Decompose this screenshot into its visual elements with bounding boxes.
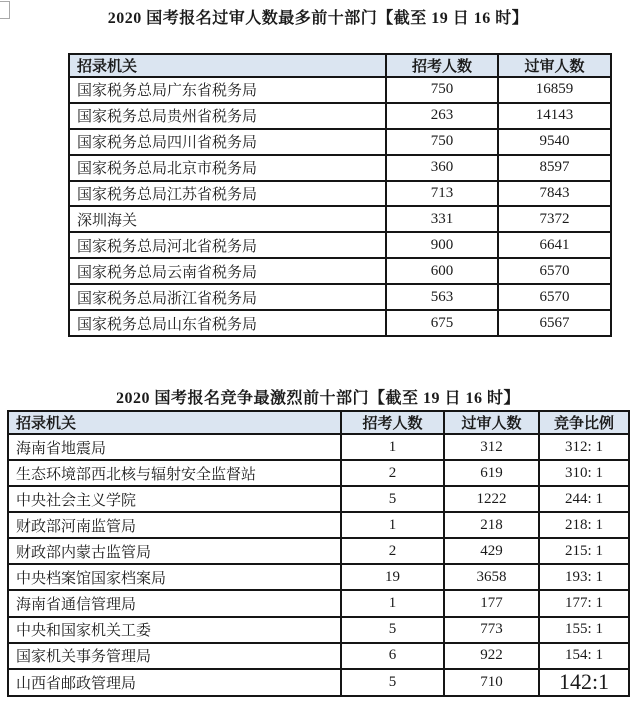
most-competitive-table — [7, 410, 630, 697]
table-row — [8, 669, 629, 696]
value-cell: 193: 1 — [539, 564, 629, 590]
value-cell: 16859 — [498, 77, 611, 103]
value-cell: 312 — [444, 434, 539, 460]
value-cell: 14143 — [498, 103, 611, 129]
value-cell: 155: 1 — [539, 617, 629, 643]
value-cell: 922 — [444, 643, 539, 669]
table-row — [69, 310, 611, 336]
value-cell: 3658 — [444, 564, 539, 590]
column-header: 招考人数 — [386, 54, 498, 77]
value-cell: 5 — [341, 617, 444, 643]
value-cell: 6641 — [498, 232, 611, 258]
value-cell: 215: 1 — [539, 538, 629, 564]
value-cell: 6567 — [498, 310, 611, 336]
value-cell: 1 — [341, 434, 444, 460]
value-cell: 263 — [386, 103, 498, 129]
table-row — [8, 617, 629, 643]
agency-name-cell: 海南省通信管理局 — [8, 590, 341, 616]
value-cell: 177 — [444, 590, 539, 616]
table-row — [69, 284, 611, 310]
value-cell: 218 — [444, 512, 539, 538]
value-cell: 713 — [386, 181, 498, 207]
column-header: 过审人数 — [444, 411, 539, 434]
agency-name-cell: 国家机关事务管理局 — [8, 643, 341, 669]
value-cell: 900 — [386, 232, 498, 258]
value-cell: 177: 1 — [539, 590, 629, 616]
agency-name-cell: 国家税务总局北京市税务局 — [69, 155, 386, 181]
top-approved-table — [68, 53, 612, 337]
agency-name-cell: 中央社会主义学院 — [8, 486, 341, 512]
table-row — [69, 155, 611, 181]
header-row — [8, 411, 629, 434]
value-cell: 6570 — [498, 284, 611, 310]
value-cell: 360 — [386, 155, 498, 181]
table1-title: 2020 国考报名过审人数最多前十部门【截至 19 日 16 时】 — [107, 10, 529, 27]
agency-name-cell: 海南省地震局 — [8, 434, 341, 460]
value-cell: 5 — [341, 486, 444, 512]
column-header: 招录机关 — [69, 54, 386, 77]
agency-name-cell: 生态环境部西北核与辐射安全监督站 — [8, 460, 341, 486]
agency-name-cell: 国家税务总局浙江省税务局 — [69, 284, 386, 310]
agency-name-cell: 财政部河南监管局 — [8, 512, 341, 538]
agency-name-cell: 国家税务总局河北省税务局 — [69, 232, 386, 258]
agency-name-cell: 国家税务总局贵州省税务局 — [69, 103, 386, 129]
table-row — [8, 564, 629, 590]
table-row — [69, 181, 611, 207]
agency-name-cell: 国家税务总局山东省税务局 — [69, 310, 386, 336]
value-cell: 675 — [386, 310, 498, 336]
table-row — [8, 538, 629, 564]
agency-name-cell: 国家税务总局四川省税务局 — [69, 129, 386, 155]
value-cell: 600 — [386, 258, 498, 284]
table-row — [8, 460, 629, 486]
agency-name-cell: 国家税务总局江苏省税务局 — [69, 181, 386, 207]
agency-name-cell: 山西省邮政管理局 — [8, 669, 341, 696]
value-cell: 429 — [444, 538, 539, 564]
value-cell: 710 — [444, 669, 539, 696]
value-cell: 1 — [341, 590, 444, 616]
table-row — [8, 590, 629, 616]
table-row — [69, 258, 611, 284]
column-header: 招考人数 — [341, 411, 444, 434]
table-row — [69, 103, 611, 129]
value-cell: 310: 1 — [539, 460, 629, 486]
value-cell: 750 — [386, 129, 498, 155]
value-cell: 5 — [341, 669, 444, 696]
value-cell: 7372 — [498, 206, 611, 232]
value-cell: 750 — [386, 77, 498, 103]
value-cell: 218: 1 — [539, 512, 629, 538]
value-cell: 6570 — [498, 258, 611, 284]
table-row — [8, 643, 629, 669]
value-cell: 2 — [341, 460, 444, 486]
value-cell: 6 — [341, 643, 444, 669]
value-cell: 244: 1 — [539, 486, 629, 512]
agency-name-cell: 国家税务总局云南省税务局 — [69, 258, 386, 284]
agency-name-cell: 中央档案馆国家档案局 — [8, 564, 341, 590]
value-cell: 312: 1 — [539, 434, 629, 460]
agency-name-cell: 深圳海关 — [69, 206, 386, 232]
value-cell: 9540 — [498, 129, 611, 155]
value-cell: 142:1 — [539, 669, 629, 696]
column-header: 招录机关 — [8, 411, 341, 434]
agency-name-cell: 国家税务总局广东省税务局 — [69, 77, 386, 103]
table-row — [69, 77, 611, 103]
value-cell: 331 — [386, 206, 498, 232]
table-row — [69, 129, 611, 155]
column-header: 竞争比例 — [539, 411, 629, 434]
table2-title: 2020 国考报名竞争最激烈前十部门【截至 19 日 16 时】 — [115, 390, 520, 407]
header-row — [69, 54, 611, 77]
value-cell: 2 — [341, 538, 444, 564]
value-cell: 19 — [341, 564, 444, 590]
table-row — [69, 232, 611, 258]
value-cell: 1222 — [444, 486, 539, 512]
value-cell: 773 — [444, 617, 539, 643]
table-row — [69, 206, 611, 232]
value-cell: 619 — [444, 460, 539, 486]
table-row — [8, 486, 629, 512]
value-cell: 8597 — [498, 155, 611, 181]
value-cell: 154: 1 — [539, 643, 629, 669]
agency-name-cell: 中央和国家机关工委 — [8, 617, 341, 643]
value-cell: 563 — [386, 284, 498, 310]
table-row — [8, 512, 629, 538]
column-header: 过审人数 — [498, 54, 611, 77]
value-cell: 1 — [341, 512, 444, 538]
value-cell: 7843 — [498, 181, 611, 207]
agency-name-cell: 财政部内蒙古监管局 — [8, 538, 341, 564]
table-row — [8, 434, 629, 460]
